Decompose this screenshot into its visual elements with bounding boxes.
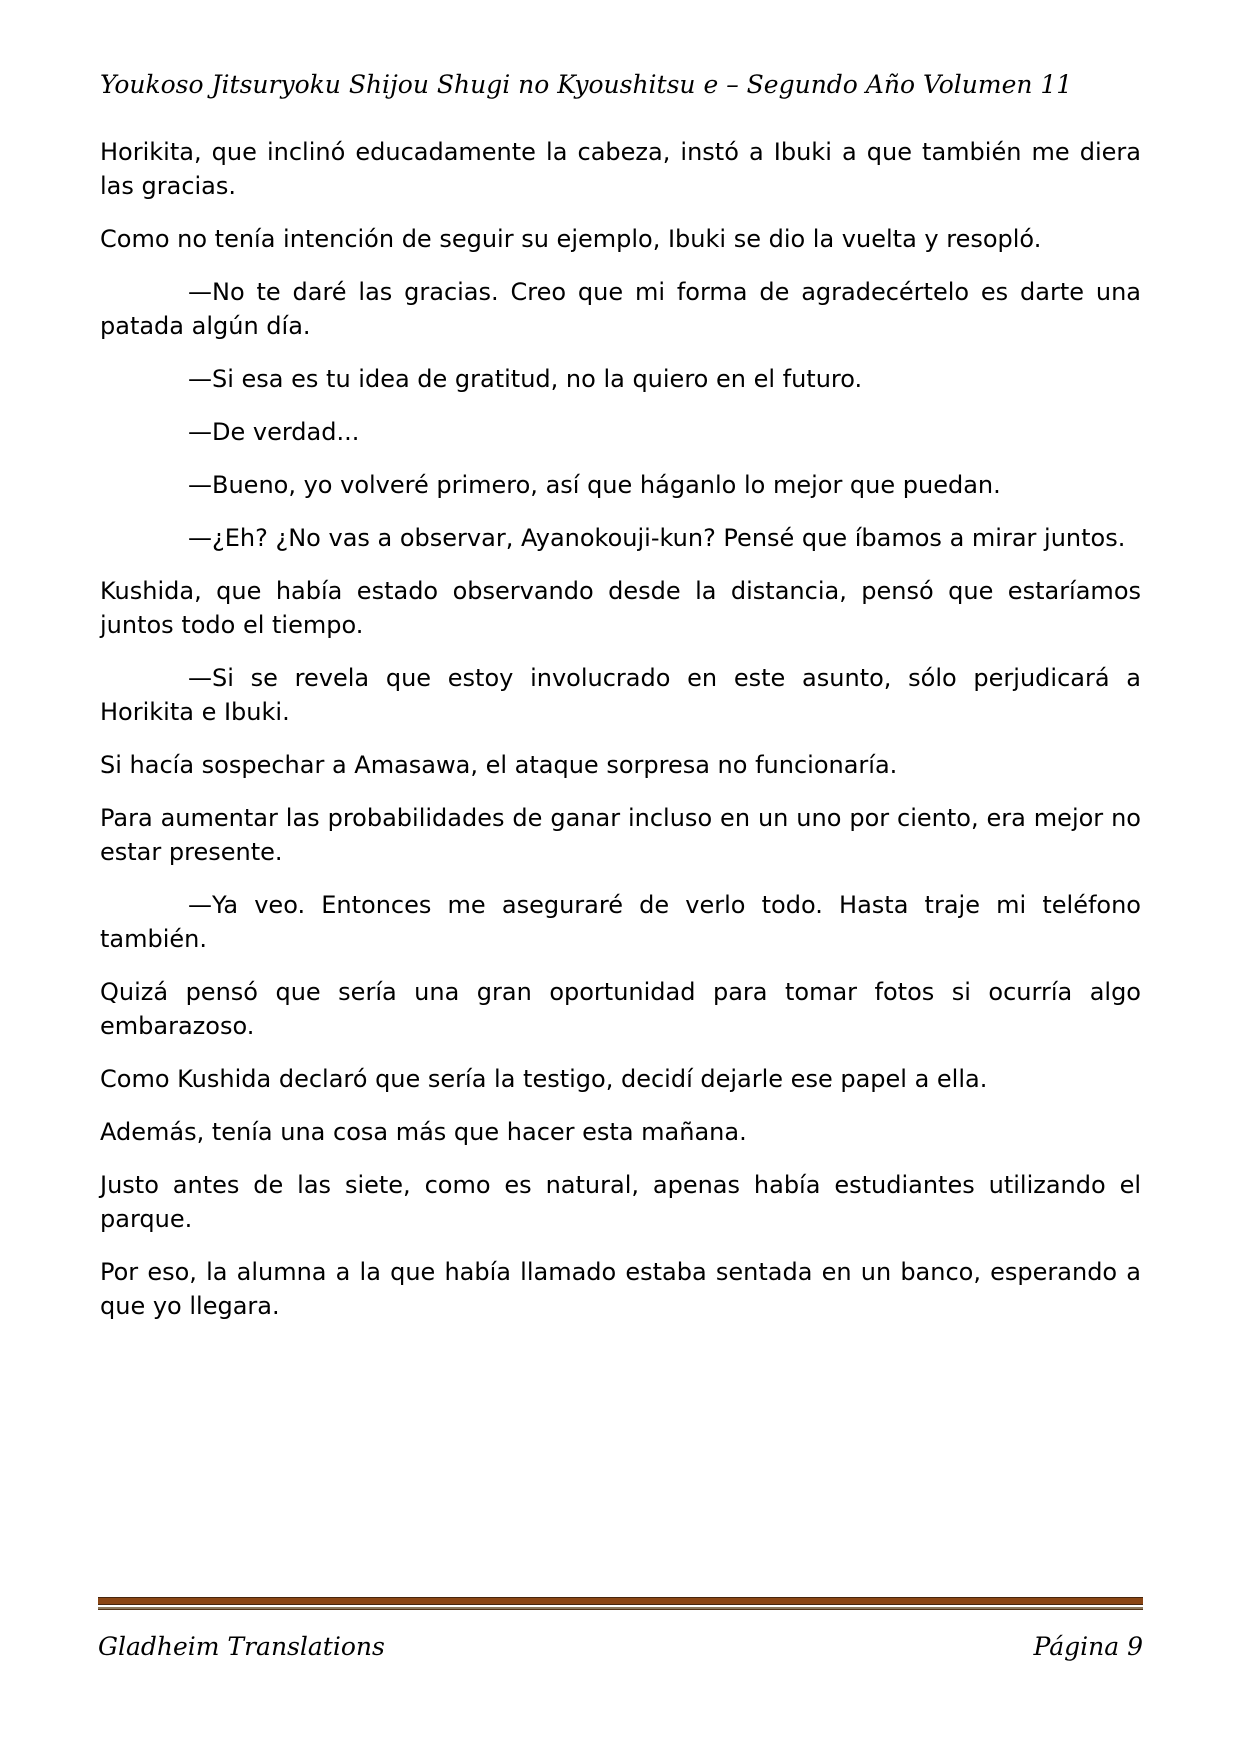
dialogue-paragraph: —No te daré las gracias. Creo que mi forma de agradecértelo es darte una patada algún día. [100,278,1141,340]
dialogue-paragraph: —Bueno, yo volveré primero, así que háganlo lo mejor que puedan. [188,471,1001,499]
dialogue-paragraph: —De verdad... [188,418,360,446]
page-header-title: Youkoso Jitsuryoku Shijou Shugi no Kyoushitsu e – Segundo Año Volumen 11 [100,70,1073,99]
footer-rule-thick [98,1597,1143,1605]
narration-paragraph: Horikita, que inclinó educadamente la cabeza, instó a Ibuki a que también me diera las gracias. [100,138,1141,200]
narration-paragraph: Quizá pensó que sería una gran oportunidad para tomar fotos si ocurría algo embarazoso. [100,978,1141,1040]
narration-paragraph: Como no tenía intención de seguir su ejemplo, Ibuki se dio la vuelta y resopló. [100,225,1042,253]
narration-paragraph: Como Kushida declaró que sería la testigo, decidí dejarle ese papel a ella. [100,1065,988,1093]
narration-paragraph: Por eso, la alumna a la que había llamado estaba sentada en un banco, esperando a que yo llegara. [100,1258,1141,1320]
page-header [100,70,1151,100]
dialogue-paragraph: —Si esa es tu idea de gratitud, no la quiero en el futuro. [188,365,863,393]
narration-paragraph: Kushida, que había estado observando desde la distancia, pensó que estaríamos juntos todo el tiempo. [100,577,1141,639]
footer-page-number: Página 9 [1033,1632,1143,1661]
body-text [100,135,1141,1342]
narration-paragraph: Además, tenía una cosa más que hacer esta mañana. [100,1118,747,1146]
dialogue-paragraph: —¿Eh? ¿No vas a observar, Ayanokouji-kun? Pensé que íbamos a mirar juntos. [188,524,1126,552]
narration-paragraph: Justo antes de las siete, como es natural, apenas había estudiantes utilizando el parque. [100,1171,1141,1233]
footer-translator-credit: Gladheim Translations [98,1632,385,1661]
narration-paragraph: Si hacía sospechar a Amasawa, el ataque sorpresa no funcionaría. [100,751,898,779]
page-footer [98,1597,1143,1661]
narration-paragraph: Para aumentar las probabilidades de ganar incluso en un uno por ciento, era mejor no estar presente. [100,804,1141,866]
footer-row [98,1632,1143,1661]
dialogue-paragraph: —Si se revela que estoy involucrado en este asunto, sólo perjudicará a Horikita e Ibuki. [100,664,1141,726]
dialogue-paragraph: —Ya veo. Entonces me aseguraré de verlo todo. Hasta traje mi teléfono también. [100,891,1141,953]
footer-rule-thin [98,1607,1143,1610]
